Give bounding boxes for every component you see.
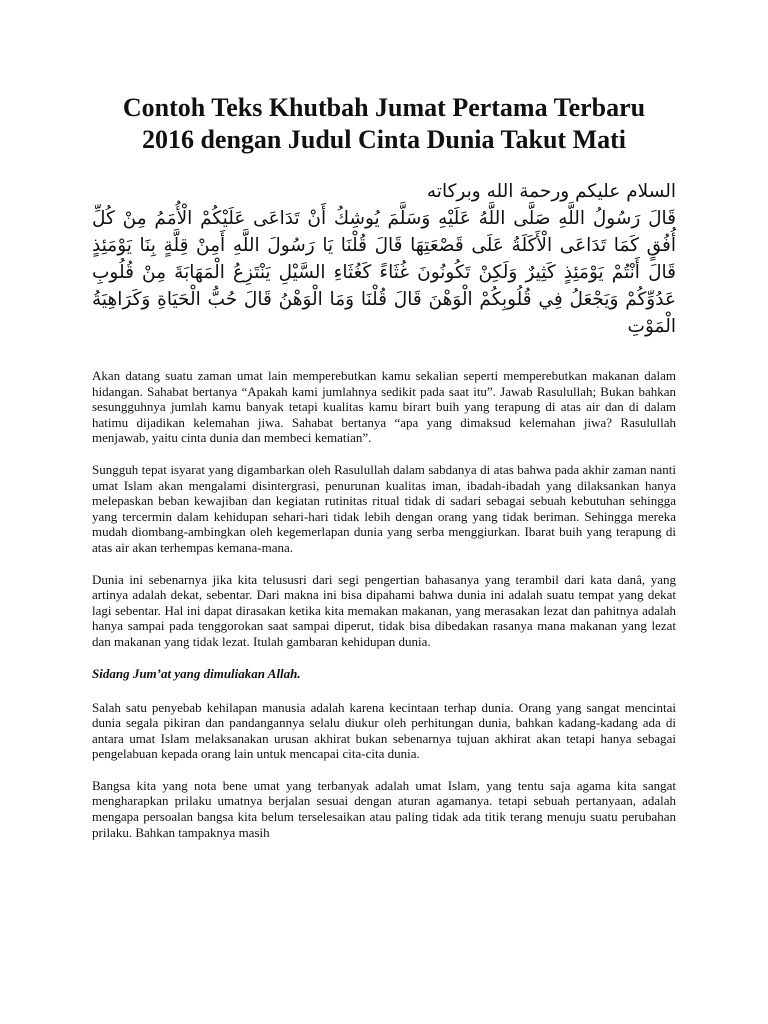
section-subheading: Sidang Jum’at yang dimuliakan Allah. bbox=[92, 665, 301, 681]
arabic-hadith: قَالَ رَسُولُ اللَّهِ صَلَّى اللَّهُ عَلَيْهِ وَسَلَّمَ يُوشِكُ أَنْ تَدَاعَى عَلَيْكُمْ الْأُمَمُ مِنْ كُلِّ أُفُقٍ كَمَا تَدَاعَى الْأَكَلَةُ عَلَى قَصْعَتِهَا قَالَ قُلْنَا يَا رَسُولَ اللَّهِ أَمِنْ قِلَّةٍ بِنَا يَوْمَئِذٍ قَالَ أَنْتُمْ يَوْمَئِذٍ كَثِيرٌ وَلَكِنْ تَكُونُونَ غُثَاءً كَغُثَاءِ السَّيْلِ يَنْتَزِعُ الْمَهَابَةَ مِنْ قُلُوبِ عَدُوِّكُمْ وَيَجْعَلُ فِي قُلُوبِكُمْ الْوَهْنَ قَالَ قُلْنَا وَمَا الْوَهْنُ قَالَ حُبُّ الْحَيَاةِ وَكَرَاهِيَةُ الْمَوْتِ bbox=[92, 208, 676, 337]
paragraph-4: Salah satu penyebab kehilapan manusia adalah karena kecintaan terhap dunia. Orang yang sangat mencintai dunia segala pikiran dan pandangannya selalu diukur oleh perhitungan dunia, bahkan kadang-kadang ada di antara umat Islam melaksanakan urusan akhirat bukan sebenarnya tujuan akhirat akan tetapi hanya sebagai pengelabuan kepada orang lain untuk mencapai cita-cita dunia. bbox=[92, 699, 676, 762]
document-title: Contoh Teks Khutbah Jumat Pertama Terbaru 2016 dengan Judul Cinta Dunia Takut Mati bbox=[122, 93, 646, 154]
paragraph-3: Dunia ini sebenarnya jika kita telususri dari segi pengertian bahasanya yang terambil dari kata danâ, yang artinya adalah dekat, sebentar. Dari makna ini bisa dipahami bahwa dunia ini adalah suatu tempat yang dekat lagi sebentar. Hal ini dapat dirasakan ketika kita memakan makanan, yang merasakan lezat dan pahitnya adalah hanya sampai pada tenggorokan saat sampai diperut, tidak bisa dibedakan rasanya mana makanan yang lezat dan makanan yang tidak lezat. Itulah gambaran kehidupan dunia. bbox=[92, 571, 676, 649]
paragraph-1: Akan datang suatu zaman umat lain memperebutkan kamu sekalian seperti memperebutkan makanan dalam hidangan. Sahabat bertanya “Apakah kami jumlahnya sedikit pada saat itu”. Jawab Rasulullah; Bukan bahkan sesungguhnya jumlah kamu banyak tetapi kualitas kamu birart buih yang terapung di atas air dan di dalam hatimu dijadikan kelemahan jiwa. Sahabat bertanya “apa yang dimaksud kelemahan jiwa? Rasulullah menjawab, yaitu cinta dunia dan membeci kematian”. bbox=[92, 368, 676, 446]
document-body bbox=[92, 368, 676, 840]
arabic-block bbox=[92, 178, 676, 340]
paragraph-5: Bangsa kita yang nota bene umat yang terbanyak adalah umat Islam, yang tentu saja agama kita sangat mengharapkan prilaku umatnya berjalan sesuai dengan aturan agamanya. tetapi sebuah pertanyaan, adalah mengapa persoalan bangsa kita belum terselesaikan atau paling tidak ada titik terang menuju suatu perubahan prilaku. Bahkan tampaknya masih bbox=[92, 777, 676, 840]
paragraph-2: Sungguh tepat isyarat yang digambarkan oleh Rasulullah dalam sabdanya di atas bahwa pada akhir zaman nanti umat Islam akan mengalami disintergrasi, penurunan kualitas iman, ibadah-ibadah yang dilaksankan hanya melepaskan beban kewajiban dan kegiatan rutinitas ritual tidak di sadari sebagai sebuah kebutuhan sehingga yang tercermin dalam kehidupan sehari-hari tidak lebih dengan orang yang tidak beriman. Sehingga mereka mudah diombang-ambingkan oleh kegemerlapan dunia yang serba menggiurkan. Ibarat buih yang terapung di atas air akan terhempas kemana-mana. bbox=[92, 461, 676, 555]
arabic-salam: السلام عليكم ورحمة الله وبركاته bbox=[426, 181, 676, 202]
